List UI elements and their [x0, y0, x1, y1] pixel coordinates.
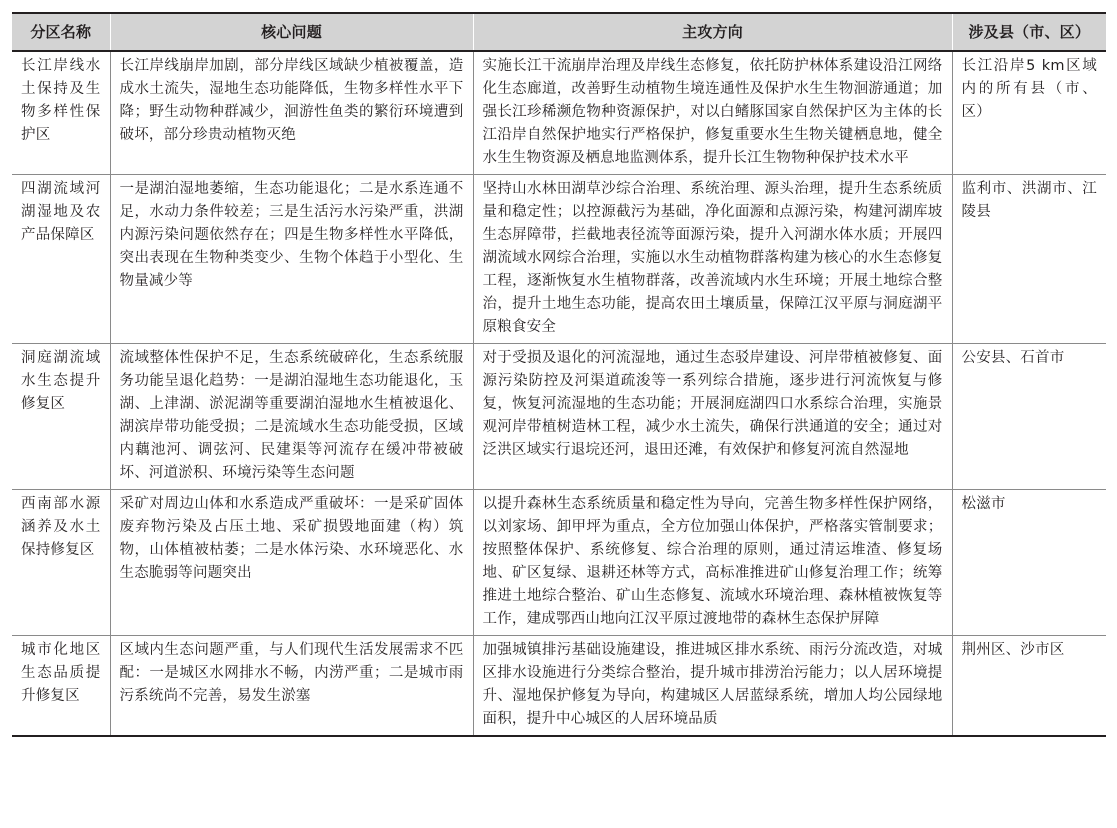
counties-cell: 监利市、洪湖市、江陵县: [952, 175, 1106, 344]
table-row: [12, 51, 1106, 175]
core-problem-cell: 区域内生态问题严重，与人们现代生活发展需求不匹配：一是城区水网排水不畅，内涝严重；二是城市雨污系统尚不完善，易发生淤塞: [110, 636, 473, 737]
zone-name-cell: 洞庭湖流域水生态提升修复区: [12, 344, 110, 490]
core-problem-cell: 采矿对周边山体和水系造成严重破坏：一是采矿固体废弃物污染及占压土地、采矿损毁地面建（构）筑物，山体植被枯萎；二是水体污染、水环境恶化、水生态脆弱等问题突出: [110, 490, 473, 636]
header-counties: 涉及县（市、区）: [952, 13, 1106, 51]
table-row: [12, 175, 1106, 344]
header-main-direction: 主攻方向: [473, 13, 952, 51]
header-core-problem: 核心问题: [110, 13, 473, 51]
main-direction-cell: 以提升森林生态系统质量和稳定性为导向，完善生物多样性保护网络，以刘家场、卸甲坪为重点，全方位加强山体保护，严格落实管制要求；按照整体保护、系统修复、综合治理的原则，通过清运堆渣、修复场地、矿区复绿、退耕还林等方式，高标准推进矿山修复治理工作；统筹推进土地综合整治、矿山生态修复、流域水环境治理、森林植被恢复等工作，建成鄂西山地向江汉平原过渡地带的森林生态保护屏障: [473, 490, 952, 636]
ecological-zone-table: [12, 12, 1106, 737]
counties-cell: 长江沿岸5 km区域内的所有县（市、区）: [952, 51, 1106, 175]
counties-cell: 荆州区、沙市区: [952, 636, 1106, 737]
main-direction-cell: 坚持山水林田湖草沙综合治理、系统治理、源头治理，提升生态系统质量和稳定性；以控源截污为基础，净化面源和点源污染，构建河湖库坡生态屏障带，拦截地表径流等面源污染，提升入河湖水体水质；开展四湖流域水网综合治理，实施以水生动植物群落构建为核心的水生态修复工程，逐渐恢复水生植物群落，改善流域内水生环境；开展土地综合整治，提升土地生态功能，提高农田土壤质量，保障江汉平原与洞庭湖平原粮食安全: [473, 175, 952, 344]
zone-name-cell: 长江岸线水土保持及生物多样性保护区: [12, 51, 110, 175]
counties-cell: 公安县、石首市: [952, 344, 1106, 490]
table-row: [12, 490, 1106, 636]
table-row: [12, 636, 1106, 737]
core-problem-cell: 长江岸线崩岸加剧，部分岸线区域缺少植被覆盖，造成水土流失，湿地生态功能降低，生物多样性水平下降；野生动物种群减少，洄游性鱼类的繁衍环境遭到破坏，部分珍贵动植物灭绝: [110, 51, 473, 175]
core-problem-cell: 流域整体性保护不足，生态系统破碎化，生态系统服务功能呈退化趋势：一是湖泊湿地生态功能退化，玉湖、上津湖、淤泥湖等重要湖泊湿地水生植被退化、湖滨岸带功能受损；二是流域水生态功能受损，区域内藕池河、调弦河、民建渠等河流存在缓冲带被破坏、河道淤积、环境污染等生态问题: [110, 344, 473, 490]
zone-name-cell: 城市化地区生态品质提升修复区: [12, 636, 110, 737]
zone-name-cell: 四湖流域河湖湿地及农产品保障区: [12, 175, 110, 344]
header-zone-name: 分区名称: [12, 13, 110, 51]
counties-cell: 松滋市: [952, 490, 1106, 636]
core-problem-cell: 一是湖泊湿地萎缩，生态功能退化；二是水系连通不足，水动力条件较差；三是生活污水污染严重，洪湖内源污染问题依然存在；四是生物多样性水平降低，突出表现在生物种类变少、生物个体趋于小型化、生物量减少等: [110, 175, 473, 344]
main-direction-cell: 对于受损及退化的河流湿地，通过生态驳岸建设、河岸带植被修复、面源污染防控及河渠道疏浚等一系列综合措施，逐步进行河流恢复与修复，恢复河流湿地的生态功能；开展洞庭湖四口水系综合治理，实施景观河岸带植树造林工程，减少水土流失，确保行洪通道的安全；通过对泛洪区域实行退垸还河，退田还滩，有效保护和修复河流自然湿地: [473, 344, 952, 490]
table-header-row: [12, 13, 1106, 51]
main-direction-cell: 实施长江干流崩岸治理及岸线生态修复，依托防护林体系建设沿江网络化生态廊道，改善野生动植物生境连通性及保护水生生物洄游通道；加强长江珍稀濒危物种资源保护，对以白鳍豚国家自然保护区为主体的长江沿岸自然保护地实行严格保护，修复重要水生生物关键栖息地，健全水生生物资源及栖息地监测体系，提升长江生物物种保护技术水平: [473, 51, 952, 175]
zone-name-cell: 西南部水源涵养及水土保持修复区: [12, 490, 110, 636]
main-direction-cell: 加强城镇排污基础设施建设，推进城区排水系统、雨污分流改造，对城区排水设施进行分类综合整治，提升城市排涝治污能力；以人居环境提升、湿地保护修复为导向，构建城区人居蓝绿系统，增加人均公园绿地面积，提升中心城区的人居环境品质: [473, 636, 952, 737]
table-row: [12, 344, 1106, 490]
